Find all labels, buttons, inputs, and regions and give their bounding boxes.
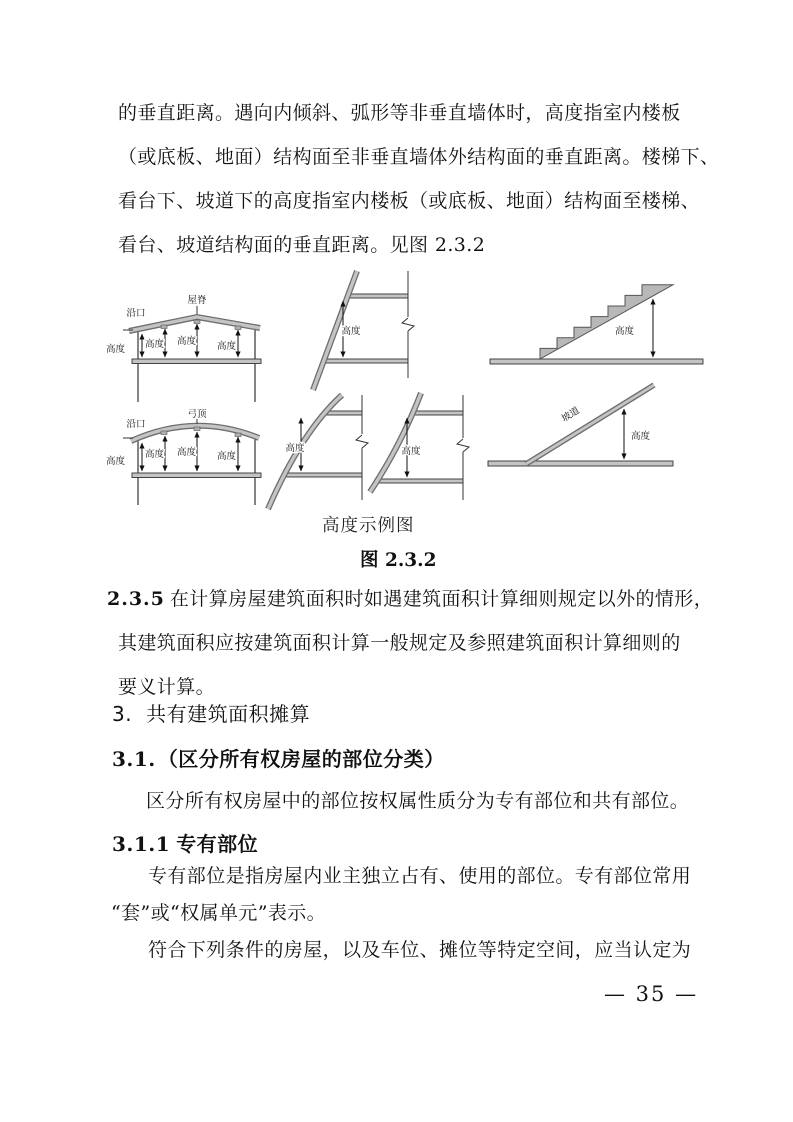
height-label: 高度 bbox=[217, 451, 237, 462]
text-line: 要义计算。 bbox=[118, 676, 216, 698]
section-3-1-1-heading bbox=[112, 828, 258, 857]
section-3-1-body: 区分所有权房屋中的部位按权属性质分为专有部位和共有部位。 bbox=[146, 790, 690, 812]
text-line: 其建筑面积应按建筑面积计算一般规定及参照建筑面积计算细则的 bbox=[118, 632, 681, 654]
figure-number: 图 2.3.2 bbox=[360, 550, 437, 571]
eave-label: 沿口 bbox=[126, 308, 146, 319]
height-label: 高度 bbox=[106, 456, 126, 467]
height-label: 高度 bbox=[145, 339, 165, 350]
eave-label: 沿口 bbox=[126, 419, 146, 430]
gable-roof-diagram bbox=[106, 294, 261, 402]
height-example-figure bbox=[98, 268, 748, 526]
section-number: 3. bbox=[112, 702, 133, 726]
height-label: 高度 bbox=[217, 341, 237, 352]
text-line: “套”或“权属单元”表示。 bbox=[111, 902, 327, 924]
height-label: 高度 bbox=[177, 336, 197, 347]
height-label: 高度 bbox=[285, 443, 305, 454]
section-number: 3.1. bbox=[112, 747, 156, 771]
height-label: 高度 bbox=[145, 449, 165, 460]
section-3-1-1-paragraph bbox=[111, 858, 718, 969]
text-line: 的垂直距离。遇向内倾斜、弧形等非垂直墙体时，高度指室内楼板 bbox=[118, 102, 681, 124]
ridge-label: 屋脊 bbox=[187, 295, 207, 306]
height-label: 高度 bbox=[341, 326, 361, 337]
slanted-wall-diagram bbox=[313, 271, 415, 390]
page-number: — 35 — bbox=[604, 982, 699, 1006]
section-2-3-5-paragraph bbox=[107, 577, 714, 709]
intro-paragraph bbox=[118, 91, 718, 267]
section-number: 3.1.1 bbox=[112, 832, 171, 856]
section-title: （区分所有权房屋的部位分类） bbox=[157, 747, 445, 771]
text-line: （或底板、地面）结构面至非垂直墙体外结构面的垂直距离。楼梯下、 bbox=[118, 146, 720, 168]
section-title: 专有部位 bbox=[176, 832, 259, 856]
section-3-1-heading bbox=[112, 743, 445, 772]
section-title: 共有建筑面积摊算 bbox=[146, 702, 311, 726]
curved-wall-diagram-left bbox=[268, 395, 369, 509]
text-line: 看台、坡道结构面的垂直距离。见图 2.3.2 bbox=[118, 234, 486, 256]
ramp-label: 坡道 bbox=[559, 405, 582, 425]
section-3-heading bbox=[112, 698, 310, 727]
text-line: 符合下列条件的房屋，以及车位、摊位等特定空间，应当认定为 bbox=[148, 939, 692, 961]
stairs-diagram bbox=[490, 285, 703, 364]
figure-caption: 高度示例图 bbox=[322, 516, 415, 536]
section-number: 2.3.5 bbox=[107, 588, 165, 610]
curved-wall-diagram-right bbox=[370, 393, 470, 500]
height-label: 高度 bbox=[615, 326, 635, 337]
height-label: 高度 bbox=[631, 431, 651, 442]
text-line: 在计算房屋建筑面积时如遇建筑面积计算细则规定以外的情形， bbox=[169, 588, 714, 610]
text-line: 专有部位是指房屋内业主独立占有、使用的部位。专有部位常用 bbox=[148, 865, 692, 887]
text-line bbox=[107, 577, 714, 621]
arch-top-label: 弓顶 bbox=[187, 409, 207, 420]
height-label: 高度 bbox=[106, 344, 126, 355]
text-line: 看台下、坡道下的高度指室内楼板（或底板、地面）结构面至楼梯、 bbox=[118, 190, 701, 212]
arched-roof-diagram bbox=[106, 409, 261, 505]
height-label: 高度 bbox=[401, 446, 421, 457]
ramp-diagram bbox=[488, 385, 673, 466]
height-label: 高度 bbox=[177, 447, 197, 458]
